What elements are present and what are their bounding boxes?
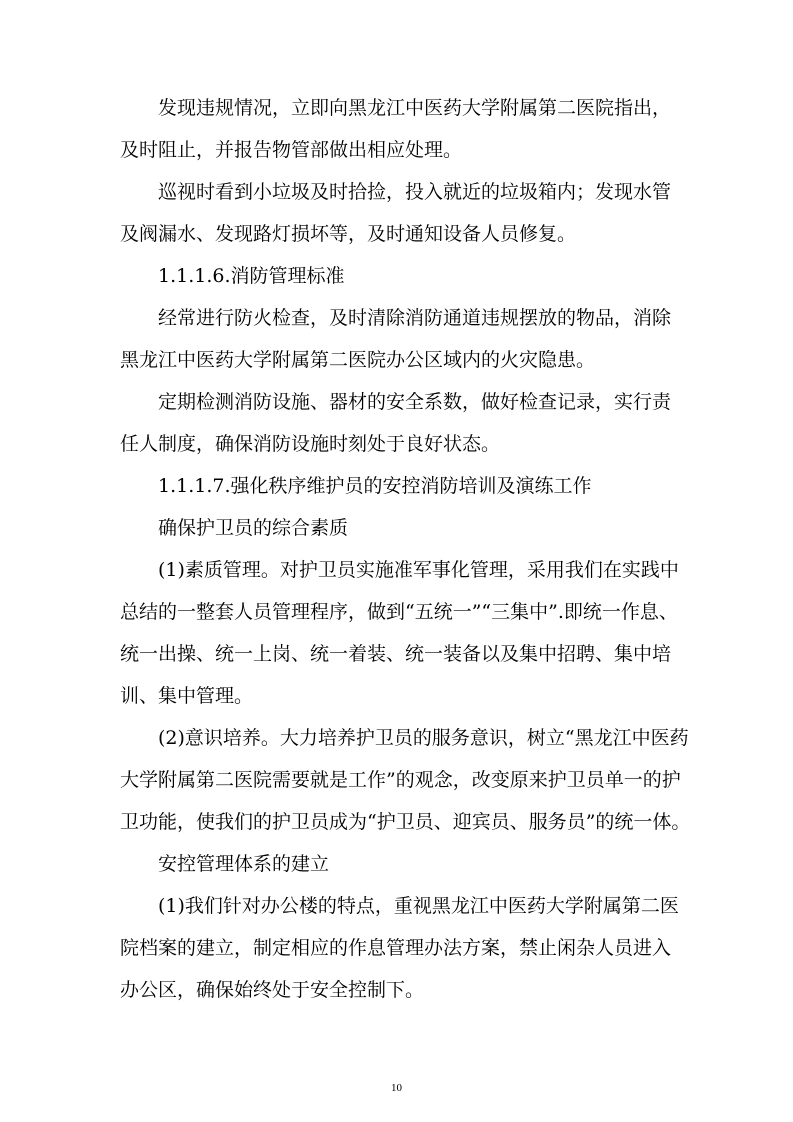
- paragraph-line: 卫功能，使我们的护卫员成为“护卫员、迎宾员、服务员”的统一体。: [120, 811, 691, 833]
- paragraph-line: 办公区，确保始终处于安全控制下。: [120, 979, 425, 1001]
- page-number: 10: [391, 1082, 402, 1094]
- paragraph-line: 巡视时看到小垃圾及时拾捡，投入就近的垃圾箱内；发现水管: [158, 181, 672, 203]
- paragraph-line: 定期检测消防设施、器材的安全系数，做好检查记录，实行责: [158, 391, 672, 413]
- paragraph-line: 院档案的建立，制定相应的作息管理办法方案，禁止闲杂人员进入: [120, 937, 672, 959]
- paragraph-line: 及时阻止，并报告物管部做出相应处理。: [120, 139, 463, 161]
- paragraph-line: 总结的一整套人员管理程序，做到“五统一”“三集中”.即统一作息、: [120, 601, 678, 623]
- paragraph-line: (1)素质管理。对护卫员实施准军事化管理，采用我们在实践中: [158, 559, 679, 581]
- paragraph-line: 发现违规情况，立即向黑龙江中医药大学附属第二医院指出，: [158, 97, 672, 119]
- paragraph-line: 经常进行防火检查，及时清除消防通道违规摆放的物品，消除: [158, 307, 672, 329]
- paragraph-line: 及阀漏水、发现路灯损坏等，及时通知设备人员修复。: [120, 223, 577, 245]
- section-heading-1-1-1-7: 1.1.1.7.强化秩序维护员的安控消防培训及演练工作: [158, 475, 592, 497]
- paragraph-line: 统一出操、统一上岗、统一着装、统一装备以及集中招聘、集中培: [120, 643, 672, 665]
- subheading-security-system: 安控管理体系的建立: [158, 853, 330, 875]
- paragraph-line: (2)意识培养。大力培养护卫员的服务意识，树立“黑龙江中医药: [158, 727, 689, 749]
- paragraph-line: (1)我们针对办公楼的特点，重视黑龙江中医药大学附属第二医: [158, 895, 679, 917]
- paragraph-line: 任人制度，确保消防设施时刻处于良好状态。: [120, 433, 501, 455]
- paragraph-line: 训、集中管理。: [120, 685, 254, 707]
- paragraph-line: 大学附属第二医院需要就是工作”的观念，改变原来护卫员单一的护: [120, 769, 681, 791]
- paragraph-line: 黑龙江中医药大学附属第二医院办公区域内的火灾隐患。: [120, 349, 596, 371]
- subheading-guard-quality: 确保护卫员的综合素质: [158, 517, 349, 539]
- section-heading-1-1-1-6: 1.1.1.6.消防管理标准: [158, 265, 345, 287]
